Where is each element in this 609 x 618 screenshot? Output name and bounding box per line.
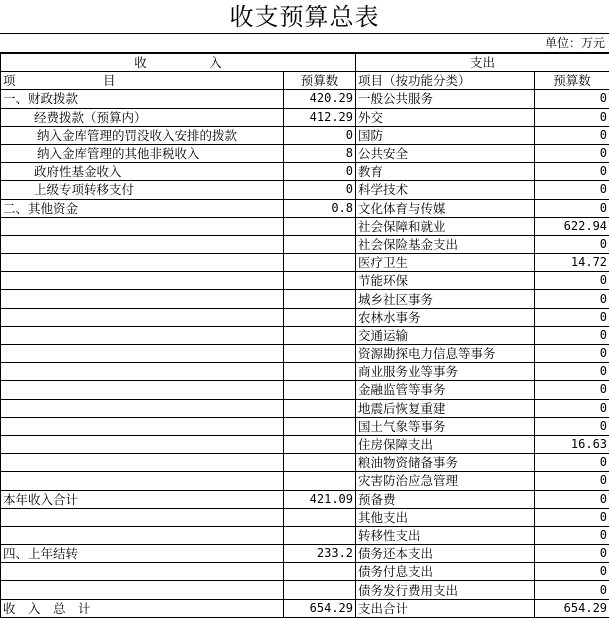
- table-row: [1, 381, 609, 399]
- income-item-cell: [1, 526, 284, 544]
- table-row: [1, 308, 609, 326]
- expense-item-cell: 灾害防治应急管理: [356, 472, 535, 490]
- table-row: [1, 126, 609, 144]
- expense-amount-cell: 0: [535, 490, 609, 508]
- table-row: [1, 235, 609, 253]
- income-item-cell: [1, 254, 284, 272]
- expense-item-cell: 债务发行费用支出: [356, 581, 535, 599]
- income-item-cell: [1, 235, 284, 253]
- expense-item-cell: 其他支出: [356, 508, 535, 526]
- income-amount-cell: [284, 581, 356, 599]
- expense-amount-cell: 0: [535, 472, 609, 490]
- income-item-cell: [1, 472, 284, 490]
- table-row: [1, 472, 609, 490]
- expense-amount-cell: 16.63: [535, 435, 609, 453]
- table-row: [1, 217, 609, 235]
- table-row: [1, 290, 609, 308]
- expense-item-cell: 教育: [356, 163, 535, 181]
- expense-item-cell: 国土气象等事务: [356, 417, 535, 435]
- expense-amount-cell: 0: [535, 581, 609, 599]
- expense-item-cell: 文化体育与传媒: [356, 199, 535, 217]
- income-amount-cell: [284, 345, 356, 363]
- income-header: 收 入: [1, 54, 356, 72]
- expense-amount-cell: 0: [535, 399, 609, 417]
- income-amount-cell: 0: [284, 126, 356, 144]
- col-item-header: 项 目: [1, 72, 284, 90]
- table-row: [1, 490, 609, 508]
- col-amount-header: 预算数: [284, 72, 356, 90]
- income-amount-cell: [284, 235, 356, 253]
- expense-item-cell: 农林水事务: [356, 308, 535, 326]
- budget-table: [0, 53, 609, 618]
- expense-amount-cell: 0: [535, 181, 609, 199]
- income-amount-cell: [284, 435, 356, 453]
- expense-amount-cell: 0: [535, 508, 609, 526]
- column-header-row: [1, 72, 609, 90]
- income-item-cell: 经费拨款（预算内）: [1, 108, 284, 126]
- income-item-cell: [1, 290, 284, 308]
- income-amount-cell: 8: [284, 144, 356, 162]
- expense-item-cell: 科学技术: [356, 181, 535, 199]
- income-item-cell: [1, 345, 284, 363]
- expense-amount-cell: 0: [535, 326, 609, 344]
- expense-amount-cell: 0: [535, 563, 609, 581]
- income-item-cell: [1, 308, 284, 326]
- income-amount-cell: [284, 217, 356, 235]
- income-item-cell: 收 入 总 计: [1, 599, 284, 617]
- income-item-cell: [1, 581, 284, 599]
- income-amount-cell: [284, 272, 356, 290]
- income-item-cell: [1, 217, 284, 235]
- income-amount-cell: [284, 399, 356, 417]
- expense-item-cell: 公共安全: [356, 144, 535, 162]
- expense-amount-cell: 0: [535, 308, 609, 326]
- expense-amount-cell: 654.29: [535, 599, 609, 617]
- income-item-cell: 一、财政拨款: [1, 90, 284, 108]
- expense-item-cell: 债务还本支出: [356, 545, 535, 563]
- expense-item-cell: 债务付息支出: [356, 563, 535, 581]
- table-row: [1, 108, 609, 126]
- expense-item-cell: 住房保障支出: [356, 435, 535, 453]
- income-item-cell: [1, 417, 284, 435]
- table-row: [1, 363, 609, 381]
- expense-item-cell: 转移性支出: [356, 526, 535, 544]
- income-amount-cell: 420.29: [284, 90, 356, 108]
- table-row: [1, 526, 609, 544]
- income-item-cell: [1, 363, 284, 381]
- expense-amount-cell: 0: [535, 545, 609, 563]
- expense-amount-cell: 0: [535, 454, 609, 472]
- expense-amount-cell: 0: [535, 163, 609, 181]
- income-item-cell: [1, 454, 284, 472]
- income-amount-cell: [284, 563, 356, 581]
- section-header-row: [1, 54, 609, 72]
- table-row: [1, 435, 609, 453]
- income-item-cell: 上级专项转移支付: [1, 181, 284, 199]
- table-row: [1, 417, 609, 435]
- income-amount-cell: [284, 290, 356, 308]
- income-amount-cell: 654.29: [284, 599, 356, 617]
- expense-item-cell: 节能环保: [356, 272, 535, 290]
- table-row: [1, 326, 609, 344]
- income-amount-cell: 421.09: [284, 490, 356, 508]
- income-item-cell: [1, 381, 284, 399]
- income-item-cell: [1, 326, 284, 344]
- expense-item-cell: 资源勘探电力信息等事务: [356, 345, 535, 363]
- expense-amount-cell: 0: [535, 235, 609, 253]
- income-amount-cell: [284, 526, 356, 544]
- expense-item-cell: 商业服务业等事务: [356, 363, 535, 381]
- income-amount-cell: [284, 472, 356, 490]
- income-item-cell: [1, 508, 284, 526]
- expense-item-cell: 预备费: [356, 490, 535, 508]
- income-item-cell: 本年收入合计: [1, 490, 284, 508]
- income-amount-cell: [284, 326, 356, 344]
- income-amount-cell: 233.2: [284, 545, 356, 563]
- expense-item-cell: 社会保险基金支出: [356, 235, 535, 253]
- page-title: 收支预算总表: [0, 0, 609, 34]
- table-row: [1, 163, 609, 181]
- income-item-cell: [1, 563, 284, 581]
- income-amount-cell: 0: [284, 163, 356, 181]
- income-item-cell: 政府性基金收入: [1, 163, 284, 181]
- expense-amount-cell: 0: [535, 526, 609, 544]
- income-amount-cell: [284, 308, 356, 326]
- table-row: [1, 454, 609, 472]
- expense-amount-cell: 0: [535, 417, 609, 435]
- expense-item-cell: 城乡社区事务: [356, 290, 535, 308]
- table-row: [1, 599, 609, 617]
- expense-item-cell: 粮油物资储备事务: [356, 454, 535, 472]
- expense-amount-cell: 0: [535, 126, 609, 144]
- income-amount-cell: [284, 381, 356, 399]
- table-row: [1, 545, 609, 563]
- table-row: [1, 181, 609, 199]
- table-row: [1, 581, 609, 599]
- expense-amount-cell: 14.72: [535, 254, 609, 272]
- income-amount-cell: 0: [284, 181, 356, 199]
- income-item-cell: 四、上年结转: [1, 545, 284, 563]
- expense-header: 支出: [356, 54, 609, 72]
- income-amount-cell: [284, 508, 356, 526]
- expense-item-cell: 国防: [356, 126, 535, 144]
- expense-amount-cell: 0: [535, 381, 609, 399]
- unit-label: 单位：万元: [0, 34, 609, 53]
- expense-item-cell: 医疗卫生: [356, 254, 535, 272]
- income-item-cell: 二、其他资金: [1, 199, 284, 217]
- income-item-cell: [1, 399, 284, 417]
- expense-item-cell: 金融监管等事务: [356, 381, 535, 399]
- income-item-cell: 纳入金库管理的罚没收入安排的拨款: [1, 126, 284, 144]
- table-row: [1, 399, 609, 417]
- expense-amount-cell: 0: [535, 345, 609, 363]
- expense-item-cell: 支出合计: [356, 599, 535, 617]
- table-row: [1, 345, 609, 363]
- income-amount-cell: 412.29: [284, 108, 356, 126]
- expense-item-cell: 地震后恢复重建: [356, 399, 535, 417]
- expense-item-cell: 外交: [356, 108, 535, 126]
- table-row: [1, 563, 609, 581]
- table-row: [1, 272, 609, 290]
- expense-amount-cell: 0: [535, 290, 609, 308]
- expense-amount-cell: 0: [535, 363, 609, 381]
- income-item-cell: [1, 435, 284, 453]
- income-amount-cell: [284, 254, 356, 272]
- table-row: [1, 90, 609, 108]
- expense-amount-cell: 0: [535, 90, 609, 108]
- table-row: [1, 199, 609, 217]
- income-amount-cell: 0.8: [284, 199, 356, 217]
- expense-amount-cell: 0: [535, 199, 609, 217]
- expense-item-cell: 一般公共服务: [356, 90, 535, 108]
- col-item-func-header: 项目（按功能分类）: [356, 72, 535, 90]
- income-amount-cell: [284, 363, 356, 381]
- income-item-cell: [1, 272, 284, 290]
- table-row: [1, 144, 609, 162]
- expense-item-cell: 社会保障和就业: [356, 217, 535, 235]
- expense-amount-cell: 0: [535, 108, 609, 126]
- table-row: [1, 254, 609, 272]
- expense-amount-cell: 622.94: [535, 217, 609, 235]
- expense-item-cell: 交通运输: [356, 326, 535, 344]
- col-amount2-header: 预算数: [535, 72, 609, 90]
- income-amount-cell: [284, 417, 356, 435]
- income-item-cell: 纳入金库管理的其他非税收入: [1, 144, 284, 162]
- expense-amount-cell: 0: [535, 144, 609, 162]
- table-row: [1, 508, 609, 526]
- expense-amount-cell: 0: [535, 272, 609, 290]
- income-amount-cell: [284, 454, 356, 472]
